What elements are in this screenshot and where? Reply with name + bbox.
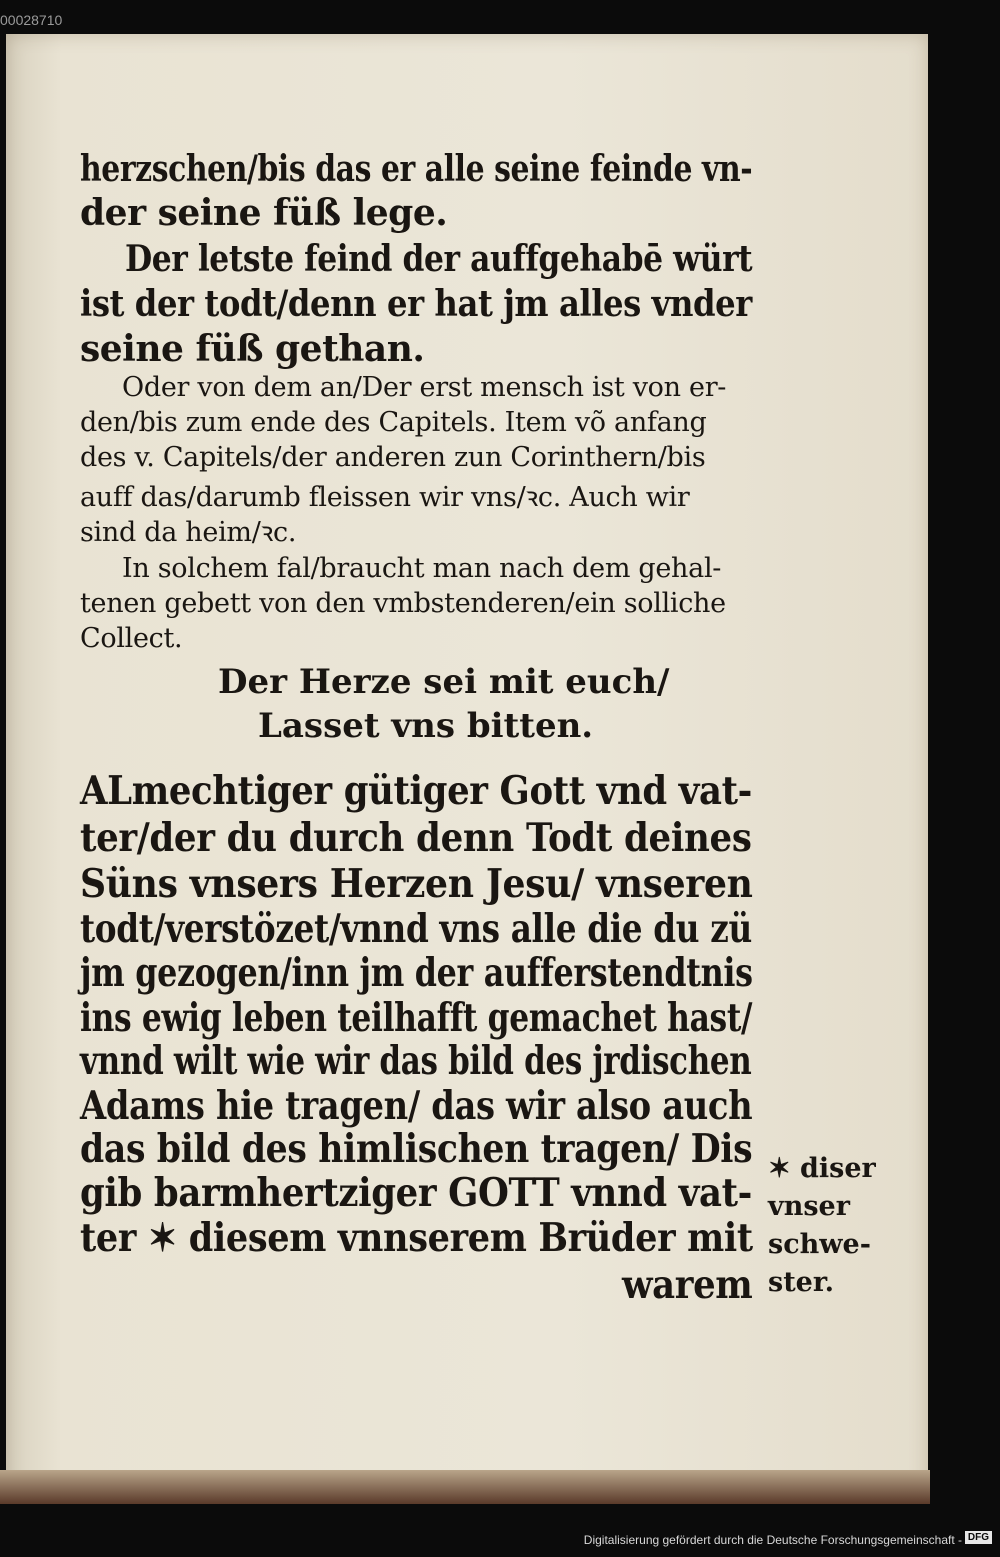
prayer-line: ter ✶ diesem vnnserem Brüder mit	[80, 1215, 753, 1261]
text-line: ist der todt/denn er hat jm alles vnder	[80, 283, 752, 325]
margin-note-line: schwe-	[768, 1229, 871, 1260]
prayer-line: ALmechtiger gütiger Gott vnd vat-	[80, 768, 753, 814]
prayer-line: gib barmhertziger GOTT vnnd vat-	[80, 1170, 752, 1216]
scan-id: 00028710	[0, 12, 63, 28]
text-line: des v. Capitels/der anderen zun Corinthern/bis	[80, 442, 706, 473]
text-line: herzschen/bis das er alle seine feinde vn-	[80, 148, 753, 190]
prayer-line: todt/verstözet/vnnd vns alle die du zü	[80, 906, 752, 952]
salutation-heading: Lasset vns bitten.	[258, 706, 594, 746]
prayer-line: ins ewig leben teilhafft gemachet hast/	[80, 995, 753, 1041]
footer-credit: Digitalisierung gefördert durch die Deutsche Forschungsgemeinschaft -	[583, 1533, 962, 1547]
margin-note	[768, 1150, 908, 1302]
text-line: auff das/darumb fleissen wir vns/ꝛc. Auch wir	[80, 482, 690, 513]
prayer-line: Süns vnsers Herzen Jesu/ vnseren	[80, 861, 753, 907]
page-edge	[0, 1470, 930, 1504]
margin-note-line: ✶ diser	[768, 1153, 876, 1184]
text-line: Collect.	[80, 623, 183, 654]
text-line: den/bis zum ende des Capitels. Item võ anfang	[80, 407, 707, 438]
text-line: seine füß gethan.	[80, 328, 425, 370]
text-line: sind da heim/ꝛc.	[80, 517, 297, 548]
prayer-line: Adams hie tragen/ das wir also auch	[80, 1083, 753, 1129]
text-line: Der letste feind der auffgehabē würt	[125, 238, 753, 280]
dfg-logo: DFG	[965, 1531, 992, 1544]
prayer-line: ter/der du durch denn Todt deines	[80, 815, 752, 861]
text-line: Oder von dem an/Der erst mensch ist von er-	[122, 372, 727, 403]
margin-note-line: ster.	[768, 1267, 834, 1298]
prayer-line: vnnd wilt wie wir das bild des jrdischen	[80, 1038, 752, 1084]
margin-note-line: vnser	[768, 1191, 850, 1222]
catchword: warem	[622, 1262, 753, 1308]
text-line: In solchem fal/braucht man nach dem gehal-	[122, 553, 722, 584]
prayer-line: jm gezogen/inn jm der aufferstendtnis	[80, 950, 753, 996]
salutation-heading: Der Herze sei mit euch/	[218, 662, 670, 702]
prayer-line: das bild des himlischen tragen/ Dis	[80, 1126, 753, 1172]
text-line: der seine füß lege.	[80, 192, 448, 234]
text-line: tenen gebett von den vmbstenderen/ein solliche	[80, 588, 726, 619]
